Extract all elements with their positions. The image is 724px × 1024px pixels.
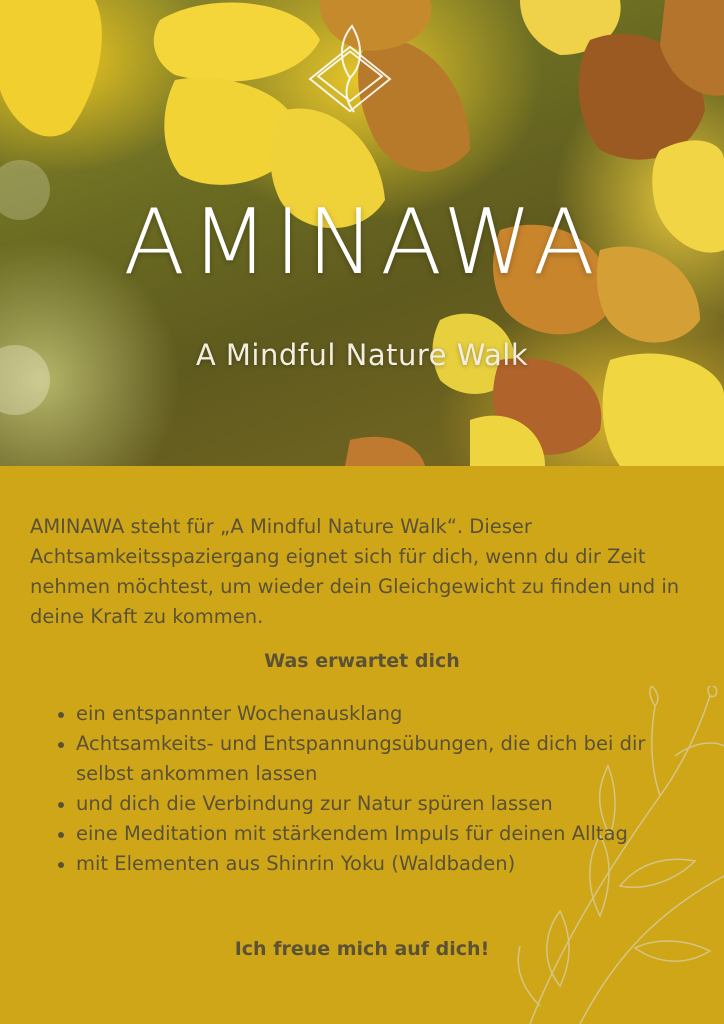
closing-text: Ich freue mich auf dich! (234, 938, 490, 960)
section-heading: Was erwartet dich (264, 650, 460, 672)
list-item: und dich die Verbindung zur Natur spüren lassen (56, 789, 706, 819)
event-subtitle: A Mindful Nature Walk (195, 338, 529, 372)
leaf-diamond-logo-icon (300, 18, 400, 128)
event-title: AMINAWA (123, 190, 601, 295)
intro-text: AMINAWA steht für „A Mindful Nature Walk“. Dieser Achtsamkeitsspaziergang eignet sich für dich, wenn du dir Zeit nehmen möchtest, um wieder dein Gleichgewicht zu finden und in deine Kraft zu kommen. (30, 515, 680, 628)
hero-image (0, 0, 724, 466)
list-item: mit Elementen aus Shinrin Yoku (Waldbaden) (56, 849, 706, 879)
expectations-list (56, 699, 706, 879)
list-item: ein entspannter Wochenausklang (56, 699, 706, 729)
content-panel (0, 466, 724, 1024)
list-item: Achtsamkeits- und Entspannungsübungen, die dich bei dir selbst ankommen lassen (56, 729, 706, 789)
list-item: eine Meditation mit stärkendem Impuls für deinen Alltag (56, 819, 706, 849)
